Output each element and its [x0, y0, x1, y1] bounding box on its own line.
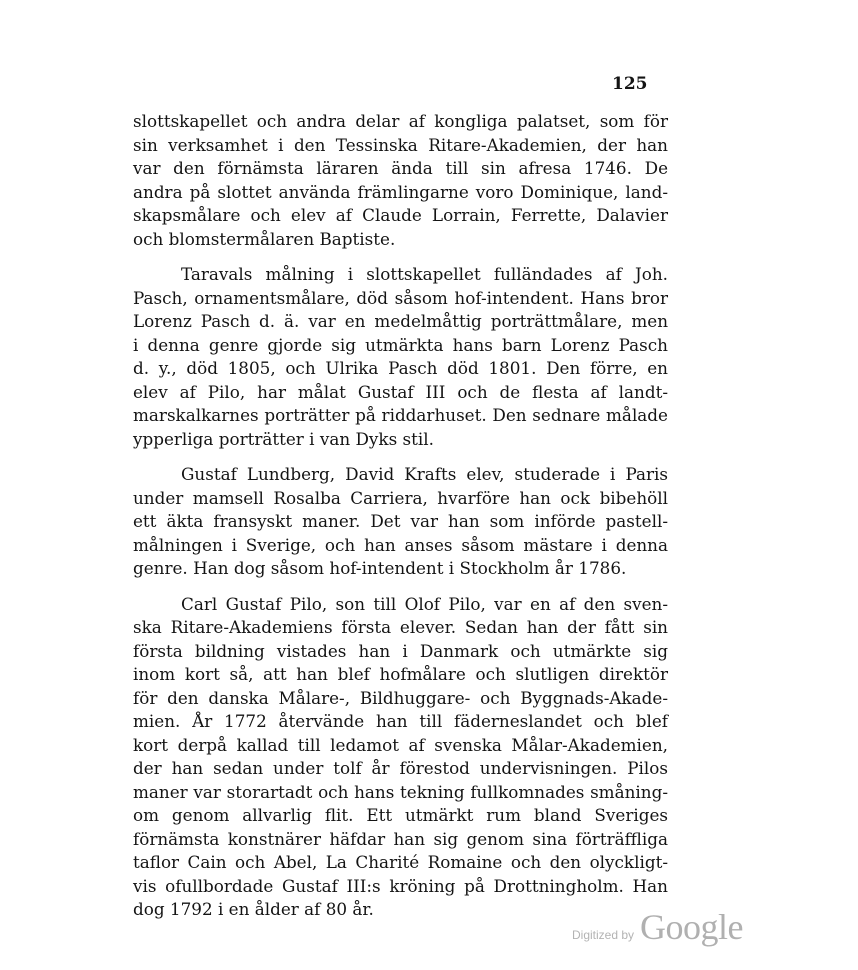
- text-line: d. y., död 1805, och Ulrika Pasch död 1801. Den förre, en: [133, 358, 668, 378]
- google-watermark: [572, 906, 743, 948]
- paragraph: [133, 110, 668, 251]
- text-line: och blomstermålaren Baptiste.: [133, 228, 396, 249]
- paragraph: [133, 463, 668, 581]
- paragraph-gap: [133, 581, 668, 593]
- text-line: inom kort så, att han blef hofmålare och slutligen direktör: [133, 664, 668, 684]
- text-line: kort derpå kallad till ledamot af svenska Målar-Akademien,: [133, 734, 668, 755]
- text-line: sin verksamhet i den Tessinska Ritare-Akademien, der han: [133, 134, 668, 155]
- text-line: om genom allvarlig flit. Ett utmärkt rum bland Sveriges: [133, 805, 668, 825]
- text-line: ska Ritare-Akademiens första elever. Sedan han der fått sin: [133, 617, 668, 637]
- text-line: Carl Gustaf Pilo, son till Olof Pilo, var en af den sven-: [181, 593, 668, 614]
- text-line: vis ofullbordade Gustaf III:s kröning på Drottningholm. Han: [133, 875, 668, 896]
- text-line: slottskapellet och andra delar af kongliga palatset, som för: [133, 111, 668, 131]
- paragraph: [133, 593, 668, 922]
- google-logo: Google: [640, 907, 744, 947]
- text-line: under mamsell Rosalba Carriera, hvarföre han ock bibehöll: [133, 487, 668, 508]
- text-line: der han sedan under tolf år förestod undervisningen. Pilos: [133, 758, 668, 778]
- text-line: ett äkta fransyskt maner. Det var han som införde pastell-: [133, 511, 668, 531]
- text-line: andra på slottet använda främlingarne voro Dominique, land-: [133, 181, 668, 202]
- text-line: dog 1792 i en ålder af 80 år.: [133, 899, 374, 919]
- paragraph: [133, 263, 668, 451]
- text-line: elev af Pilo, har målat Gustaf III och de flesta af landt-: [133, 381, 668, 402]
- watermark-small-text: Digitized by: [572, 928, 635, 942]
- body-text: [133, 110, 668, 922]
- text-line: Pasch, ornamentsmålare, död såsom hof-intendent. Hans bror: [133, 287, 668, 308]
- text-line: marskalkarnes porträtter på riddarhuset. Den sednare målade: [133, 405, 668, 425]
- text-line: för den danska Målare-, Bildhuggare- och Byggnads-Akade-: [133, 687, 668, 708]
- page-number: 125: [612, 74, 648, 94]
- paragraph-gap: [133, 451, 668, 463]
- text-line: mien. År 1772 återvände han till fäderneslandet och blef: [133, 711, 668, 731]
- text-line: målningen i Sverige, och han anses såsom mästare i denna: [133, 534, 668, 555]
- text-line: var den förnämsta läraren ända till sin afresa 1746. De: [133, 158, 668, 178]
- text-line: maner var storartadt och hans tekning fullkomnades småning-: [133, 781, 668, 802]
- text-line: genre. Han dog såsom hof-intendent i Stockholm år 1786.: [133, 558, 627, 578]
- text-line: förnämsta konstnärer häfdar han sig genom sina förträffliga: [133, 828, 668, 849]
- text-line: taflor Cain och Abel, La Charité Romaine och den olyckligt-: [133, 852, 668, 872]
- text-line: Lorenz Pasch d. ä. var en medelmåttig porträttmålare, men: [133, 311, 668, 331]
- paragraph-gap: [133, 251, 668, 263]
- text-line: i denna genre gjorde sig utmärkta hans barn Lorenz Pasch: [133, 334, 668, 355]
- text-line: ypperliga porträtter i van Dyks stil.: [133, 428, 434, 449]
- text-line: Gustaf Lundberg, David Krafts elev, studerade i Paris: [181, 464, 668, 484]
- text-line: Taravals målning i slottskapellet fulländades af Joh.: [181, 264, 668, 284]
- text-line: skapsmålare och elev af Claude Lorrain, Ferrette, Dalavier: [133, 205, 668, 225]
- text-line: första bildning vistades han i Danmark och utmärkte sig: [133, 640, 668, 661]
